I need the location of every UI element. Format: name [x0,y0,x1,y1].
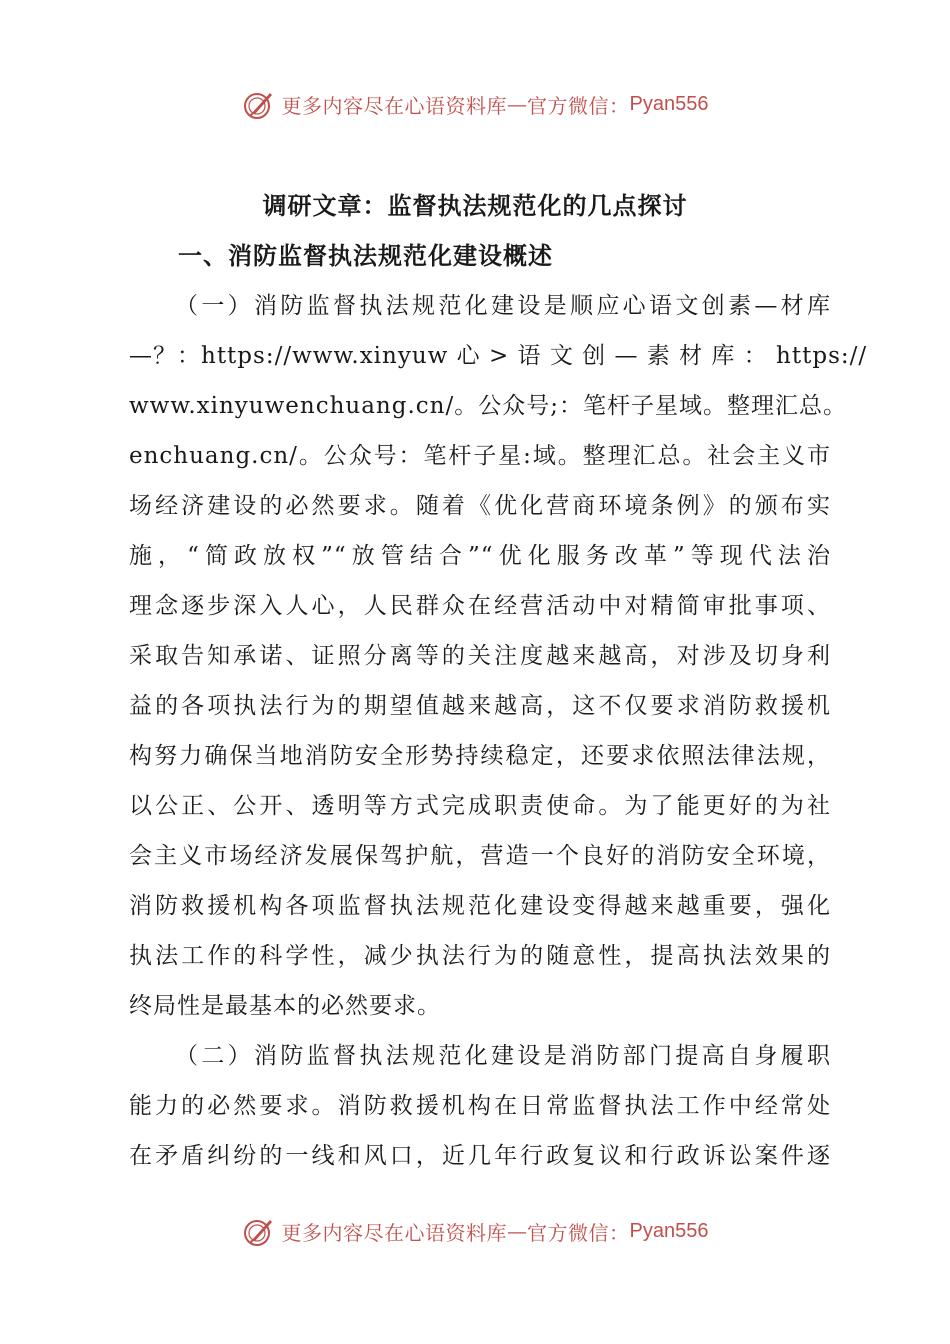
quill-seal-icon [242,1214,276,1248]
paragraph-line: （二）消防监督执法规范化建设是消防部门提高自身履职 [175,1043,831,1069]
watermark-text: 更多内容尽在心语资料库 [281,1220,508,1245]
paragraph-line: 场经济建设的必然要求。随着《优化营商环境条例》的颁布实 [129,493,831,519]
paragraph-line: 执法工作的科学性，减少执法行为的随意性，提高执法效果的 [129,943,831,969]
watermark-text: 更多内容尽在心语资料库 [281,93,508,118]
paragraph-line: 能力的必然要求。消防救援机构在日常监督执法工作中经常处 [129,1093,831,1119]
header-watermark [0,84,950,124]
paragraph-line: 益的各项执法行为的期望值越来越高，这不仅要求消防救援机 [129,693,831,719]
watermark-contact-id: Pyan556 [629,92,709,115]
paragraph-line: 在矛盾纠纷的一线和风口，近几年行政复议和行政诉讼案件逐 [129,1143,831,1169]
paragraph-line: www.xinyuwenchuang.cn/。公众号;：笔杆子星域。整理汇总。 [129,393,847,419]
paragraph-line: enchuang.cn/。公众号：笔杆子星:域。整理汇总。社会主义市 [129,443,831,469]
watermark-separator: — [507,1219,528,1243]
paragraph-line: —？：https://www.xinyuw 心 > 语 文 创 — 素 材 库 ： https:// [129,343,868,369]
paragraph-line: 施，“简政放权”“放管结合”“优化服务改革”等现代法治 [129,543,831,569]
section-heading: 一、消防监督执法规范化建设概述 [178,242,553,270]
paragraph-line: 以公正、公开、透明等方式完成职责使命。为了能更好的为社 [129,793,831,819]
watermark-contact-id: Pyan556 [629,1219,709,1242]
paragraph-line: 会主义市场经济发展保驾护航，营造一个良好的消防安全环境， [129,843,831,869]
paragraph-line: 终局性是最基本的必然要求。 [129,993,441,1019]
paragraph-line: 消防救援机构各项监督执法规范化建设变得越来越重要，强化 [129,893,831,919]
watermark-separator: — [507,92,528,116]
paragraph-line: 构努力确保当地消防安全形势持续稳定，还要求依照法律法规， [129,743,831,769]
paragraph-1 [129,281,868,1031]
watermark-contact-label: 官方微信： [527,1220,630,1245]
footer-watermark [0,1211,950,1251]
paragraph-2 [129,1031,831,1181]
paragraph-line: 采取告知承诺、证照分离等的关注度越来越高，对涉及切身利 [129,643,831,669]
watermark-contact-label: 官方微信： [527,93,630,118]
paragraph-line: （一）消防监督执法规范化建设是顺应心语文创素—材库 [175,293,831,319]
quill-seal-icon [242,87,276,121]
paragraph-line: 理念逐步深入人心，人民群众在经营活动中对精简审批事项、 [129,593,831,619]
document-title: 调研文章：监督执法规范化的几点探讨 [262,192,688,220]
